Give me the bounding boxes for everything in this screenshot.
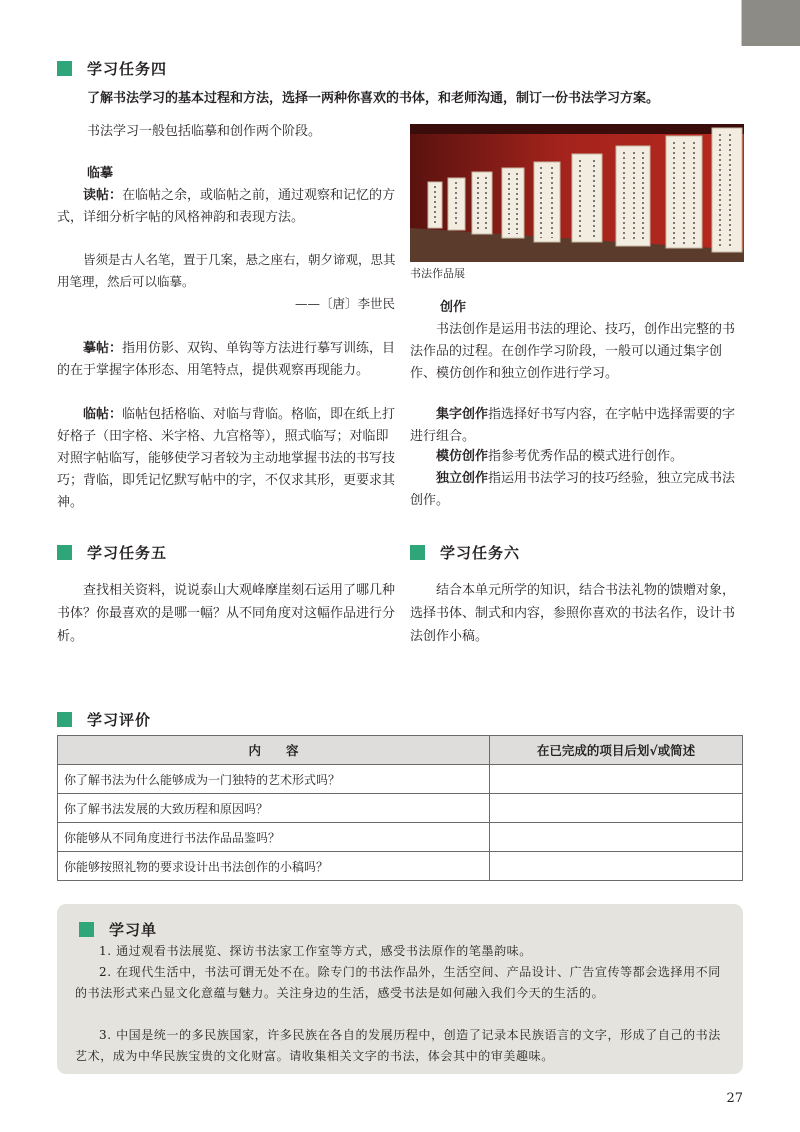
heading-square-icon: [410, 545, 425, 560]
dutie-label: 读帖：: [83, 188, 123, 203]
lintie-paragraph: [57, 404, 397, 514]
jizi-paragraph: [410, 404, 744, 448]
table-row: [58, 852, 743, 881]
task4-intro: 了解书法学习的基本过程和方法，选择一两种你喜欢的书体，和老师沟通，制订一份书法学习方案。: [87, 91, 660, 106]
duli-paragraph: [410, 468, 744, 512]
lintie-label: 临帖：: [83, 407, 123, 422]
table-row: [58, 794, 743, 823]
task5-title: 学习任务五: [87, 544, 168, 562]
worksheet-item: 2. 在现代生活中，书法可谓无处不在。除专门的书法作品外，生活空间、产品设计、广告宣传等都会选择用不同的书法形式来凸显文化意蕴与魅力。关注身边的生活，感受书法是如何融入我们今天的生活的。: [75, 965, 721, 1000]
evaluation-question: 你能够按照礼物的要求设计出书法创作的小稿吗？: [58, 852, 490, 881]
jizi-text: 指选择好书写内容，在字帖中选择需要的字进行组合。: [410, 407, 736, 444]
task5-text: 查找相关资料，说说泰山大观峰摩崖刻石运用了哪几种书体？你最喜欢的是哪一幅？从不同角度对这幅作品进行分析。: [57, 583, 396, 644]
duli-label: 独立创作: [436, 471, 489, 486]
evaluation-question: 你了解书法为什么能够成为一门独特的艺术形式吗？: [58, 765, 490, 794]
mofang-paragraph: [410, 446, 744, 468]
heading-square-icon: [57, 712, 72, 727]
evaluation-question: 你能够从不同角度进行书法作品品鉴吗？: [58, 823, 490, 852]
evaluation-answer-cell[interactable]: [490, 794, 743, 823]
linmo-title: 临摹: [87, 166, 114, 181]
evaluation-answer-cell[interactable]: [490, 852, 743, 881]
evaluation-heading: [57, 709, 151, 730]
motie-paragraph: [57, 338, 397, 382]
duli-text: 指运用书法学习的技巧经验，独立完成书法创作。: [410, 471, 736, 508]
dutie-paragraph: [57, 185, 397, 229]
table-row: [58, 765, 743, 794]
photo-caption: 书法作品展: [410, 267, 465, 280]
motie-label: 摹帖：: [83, 341, 123, 356]
evaluation-answer-cell[interactable]: [490, 823, 743, 852]
mofang-text: 指参考优秀作品的模式进行创作。: [488, 449, 684, 464]
lintie-text: 临帖包括格临、对临与背临。格临，即在纸上打好格子（田字格、米字格、九宫格等），照式临写；对临即对照字帖临写，能够使学习者较为主动地掌握书法的书写技巧；背临，即凭记忆默写帖中的字，不仅求其形，更要求其神。: [57, 407, 396, 510]
worksheet-item: 1. 通过观看书法展览、探访书法家工作室等方式，感受书法原作的笔墨韵味。: [99, 944, 532, 958]
mofang-label: 模仿创作: [436, 449, 489, 464]
heading-square-icon: [57, 61, 72, 76]
jizi-label: 集字创作: [436, 407, 489, 422]
task4-title: 学习任务四: [87, 60, 168, 78]
worksheet-heading: [79, 919, 157, 940]
table-row: [58, 823, 743, 852]
worksheet-title: 学习单: [109, 921, 158, 939]
worksheet-box: [57, 904, 743, 1074]
exhibition-photo: [410, 124, 744, 262]
task4-heading: [57, 58, 167, 79]
evaluation-answer-cell[interactable]: [490, 765, 743, 794]
quote: 皆须是古人名笔，置于几案，悬之座右，朝夕谛观，思其用笔理，然后可以临摹。: [57, 252, 396, 289]
evaluation-table: [57, 735, 743, 881]
dutie-text: 在临帖之余，或临帖之前，通过观察和记忆的方式，详细分析字帖的风格神韵和表现方法。: [57, 188, 396, 225]
table-header-row: [58, 736, 743, 765]
exhibition-photo-graphic: [410, 124, 744, 262]
motie-text: 指用仿影、双钩、单钩等方法进行摹写训练，目的在于掌握字体形态、用笔特点，提供观察再现能力。: [57, 341, 396, 378]
task5-heading: [57, 542, 167, 563]
page-number: 27: [726, 1091, 743, 1106]
chuangzuo-title: 创作: [440, 300, 467, 315]
column-header-content: 内 容: [58, 736, 490, 765]
chuangzuo-text: 书法创作是运用书法的理论、技巧，创作出完整的书法作品的过程。在创作学习阶段，一般可以通过集字创作、模仿创作和独立创作进行学习。: [410, 322, 736, 381]
task6-title: 学习任务六: [440, 544, 521, 562]
evaluation-question: 你了解书法发展的大致历程和原因吗？: [58, 794, 490, 823]
worksheet-item: 3. 中国是统一的多民族国家，许多民族在各自的发展历程中，创造了记录本民族语言的文字，形成了自己的书法艺术，成为中华民族宝贵的文化财富。请收集相关文字的书法，体会其中的审美趣味。: [75, 1028, 721, 1063]
task6-text: 结合本单元所学的知识，结合书法礼物的馈赠对象，选择书体、制式和内容，参照你喜欢的书法名作，设计书法创作小稿。: [410, 583, 736, 644]
heading-square-icon: [57, 545, 72, 560]
task6-heading: [410, 542, 520, 563]
page-corner-tab: [742, 0, 800, 46]
task4-stages: 书法学习一般包括临摹和创作两个阶段。: [87, 124, 322, 139]
evaluation-title: 学习评价: [87, 711, 152, 729]
heading-square-icon: [79, 922, 94, 937]
quote-author: ——〔唐〕李世民: [294, 296, 395, 311]
column-header-response: 在已完成的项目后划√或简述: [490, 736, 743, 765]
